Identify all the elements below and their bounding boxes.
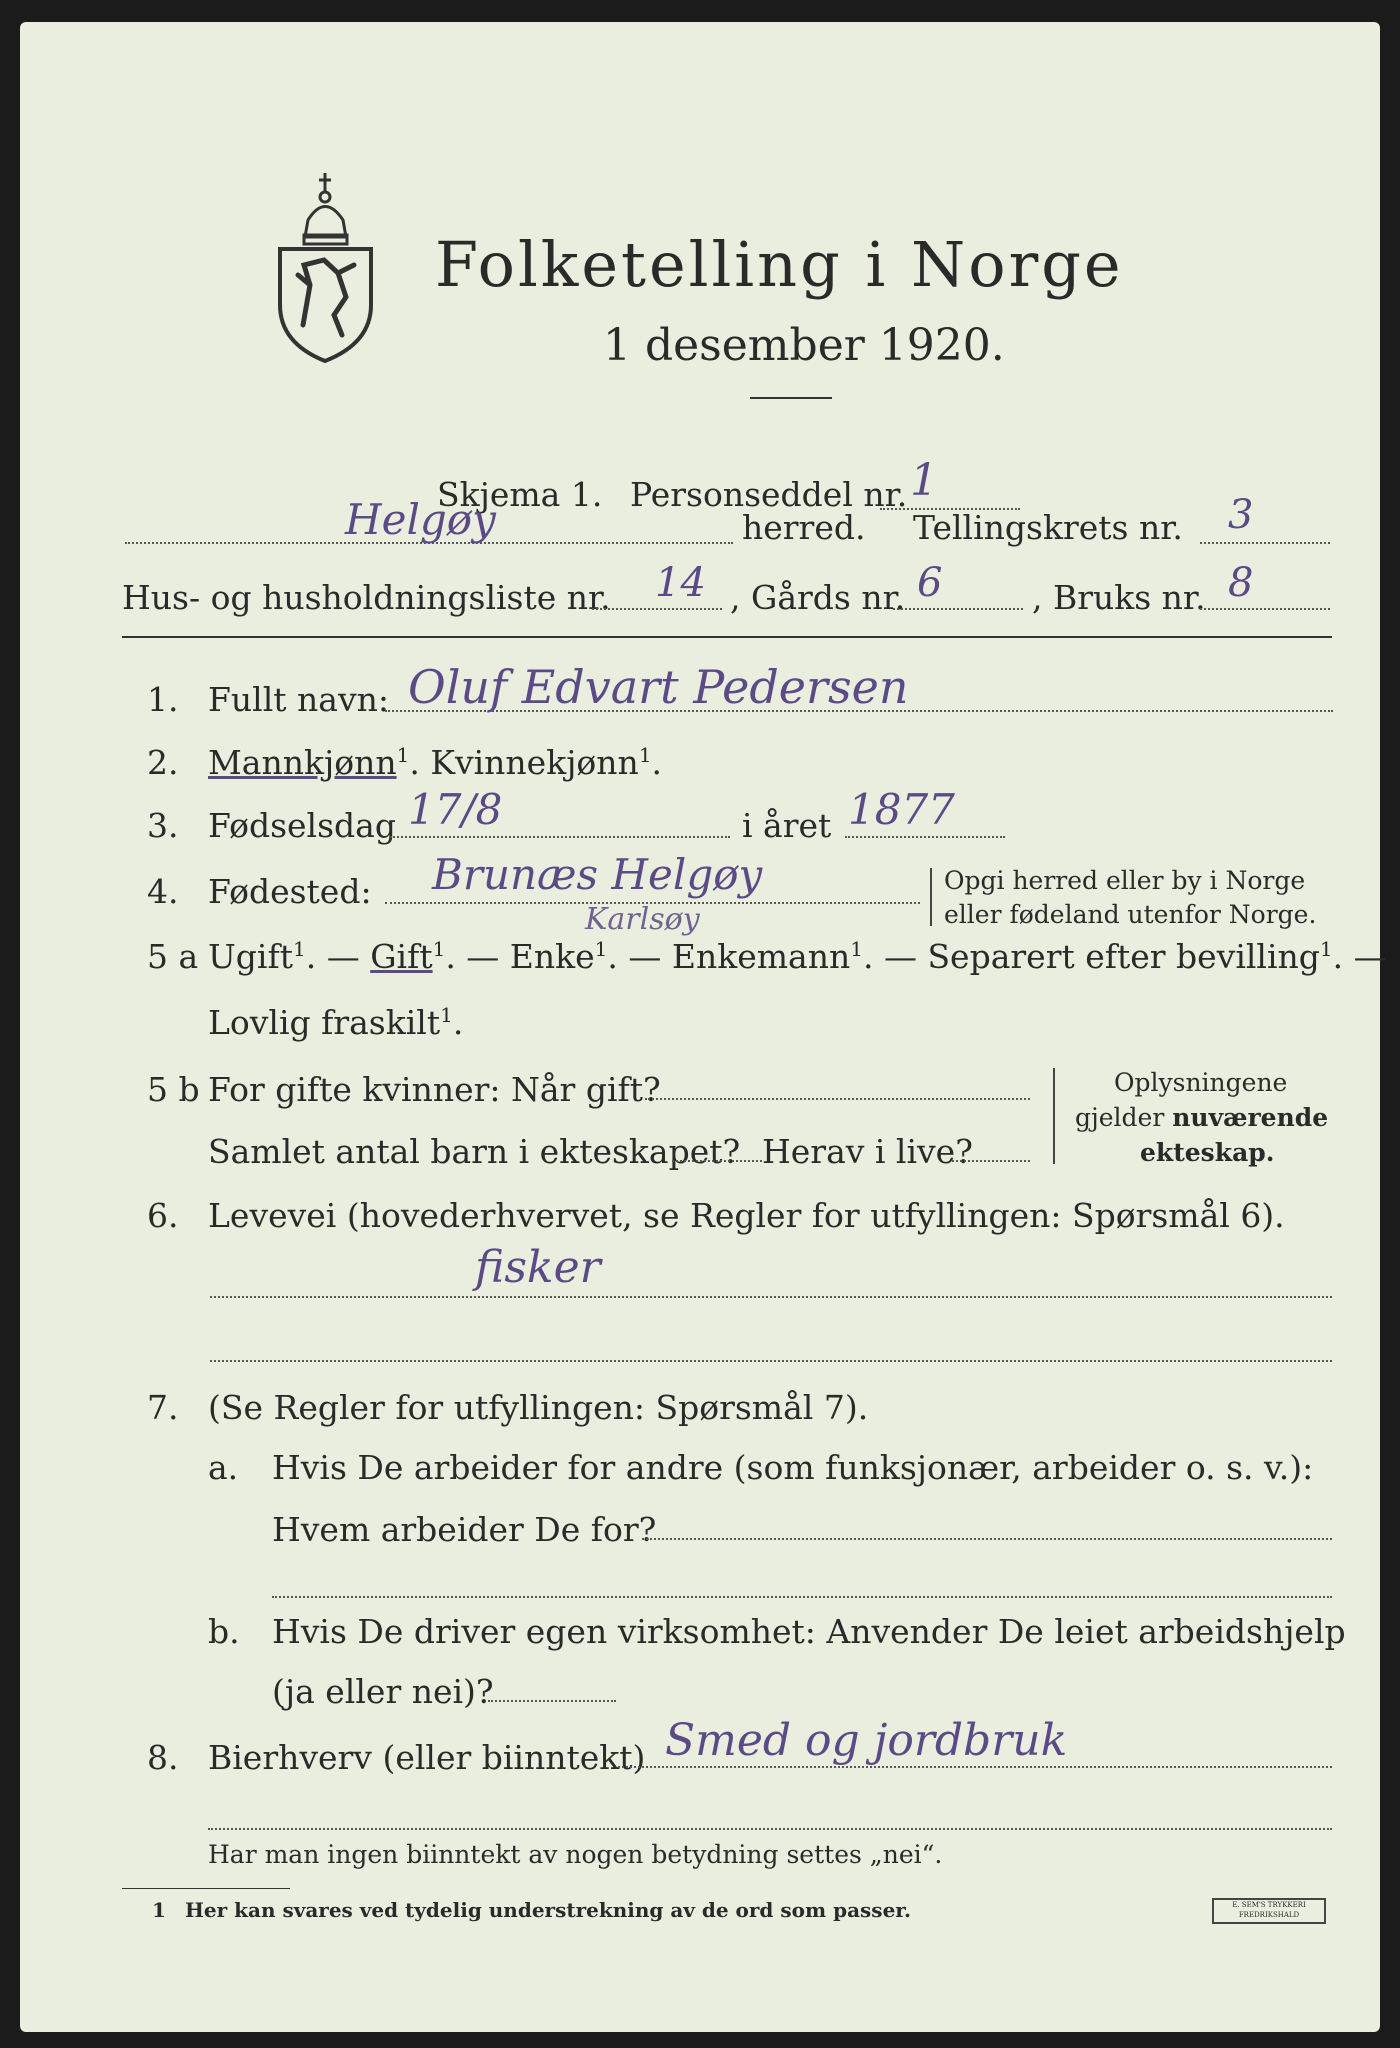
herred-label: herred.	[742, 508, 866, 547]
printer-stamp: E. SEM'S TRYKKERI FREDRIKSHALD	[1212, 1898, 1326, 1924]
gards-value[interactable]: 6	[917, 560, 943, 606]
children-total-field-line	[672, 1160, 762, 1162]
occupation-label: Levevei (hovederhvervet, se Regler for utfyllingen: Spørsmål 6).	[208, 1196, 1285, 1235]
bruks-label: , Bruks nr.	[1032, 578, 1206, 617]
birthplace-value[interactable]: Brunæs Helgøy	[432, 850, 763, 899]
employer-field-line-2	[272, 1596, 1332, 1598]
tellingskrets-value[interactable]: 3	[1228, 492, 1254, 538]
footnote-divider	[122, 1888, 290, 1889]
gender-female-option[interactable]: Kvinnekjønn	[430, 743, 639, 782]
occupation-field-line-2	[210, 1360, 1332, 1362]
side-income-field-line-2	[208, 1828, 1332, 1830]
birthyear-value[interactable]: 1877	[848, 785, 955, 834]
separator: .	[651, 743, 663, 782]
q7-number: 7.	[147, 1388, 179, 1427]
dash: —	[1353, 937, 1387, 976]
footnote-number: 1	[152, 1898, 166, 1922]
separator: .	[409, 743, 420, 782]
marriage-note-current: nuværende	[1172, 1103, 1329, 1132]
footnote-mark: 1	[292, 937, 306, 961]
birthdate-value[interactable]: 17/8	[408, 785, 503, 834]
footnote-mark: 1	[638, 743, 652, 767]
dash: —	[883, 937, 917, 976]
birthdate-label: Fødselsdag	[208, 806, 396, 845]
footnote-mark: 1	[850, 937, 863, 961]
married-women-label: For gifte kvinner: Når gift?	[208, 1070, 661, 1109]
side-income-label: Bierhverv (eller biinntekt)	[208, 1738, 646, 1777]
footnote-mark: 1	[594, 937, 608, 961]
gards-label: , Gårds nr.	[730, 578, 906, 617]
q5a-number: 5 a	[147, 937, 199, 976]
norwegian-coat-of-arms-icon	[268, 165, 383, 365]
q5b-number: 5 b	[147, 1070, 200, 1109]
dash: —	[628, 937, 662, 976]
hus-field-line	[592, 608, 722, 610]
dash: —	[326, 937, 360, 976]
marital-lovlig-row: Lovlig fraskilt$^1$.	[208, 1003, 464, 1042]
husholdningsliste-value[interactable]: 14	[655, 560, 706, 606]
birthplace-note-line2: eller fødeland utenfor Norge.	[944, 900, 1317, 929]
occupation-field-line	[210, 1296, 1332, 1298]
q7-label: (Se Regler for utfyllingen: Spørsmål 7).	[208, 1388, 869, 1427]
marital-fraskilt-option[interactable]: Lovlig fraskilt	[208, 1003, 441, 1042]
marriage-note-line1: Oplysningene	[1114, 1068, 1288, 1097]
hired-help-label: (ja eller nei)?	[272, 1672, 494, 1711]
title-divider	[750, 397, 832, 399]
gender-male-option[interactable]: Mannkjønn	[208, 743, 397, 782]
bruks-field-line	[1200, 608, 1330, 610]
gender-options	[208, 743, 662, 782]
children-alive-label: Herav i live?	[762, 1132, 973, 1171]
marital-enke-option[interactable]: Enke	[509, 937, 595, 976]
footnote-mark: 1	[1319, 937, 1333, 961]
marital-enkemann-option[interactable]: Enkemann	[671, 937, 851, 976]
tellingskrets-label: Tellingskrets nr.	[913, 508, 1183, 547]
children-alive-field-line	[952, 1160, 1030, 1162]
footnote-mark: 1	[440, 1003, 453, 1027]
occupation-value[interactable]: fisker	[475, 1242, 601, 1293]
tellingskrets-field-line	[1200, 542, 1330, 544]
full-name-value[interactable]: Oluf Edvart Pedersen	[408, 660, 909, 714]
children-total-label: Samlet antal barn i ekteskapet?	[208, 1132, 741, 1171]
dash: —	[466, 937, 500, 976]
footnote-text: Her kan svares ved tydelig understrekning av de ord som passer.	[185, 1898, 911, 1922]
footnote-mark: 1	[432, 937, 446, 961]
form-title: Folketelling i Norge	[435, 228, 1124, 301]
birthplace-label: Fødested:	[208, 872, 372, 911]
employer-field-line	[642, 1538, 1332, 1540]
employer-label: Hvem arbeider De for?	[272, 1510, 657, 1549]
census-date: 1 desember 1920.	[603, 320, 1005, 371]
marital-gift-option[interactable]: Gift	[370, 937, 433, 976]
birthdate-field-line	[390, 836, 730, 838]
marital-ugift-option[interactable]: Ugift	[208, 937, 293, 976]
bruks-value[interactable]: 8	[1228, 560, 1254, 606]
note-bracket	[930, 868, 932, 926]
birthyear-field-line	[845, 836, 1005, 838]
q2-number: 2.	[147, 743, 179, 782]
marital-status-options: Ugift$^1$. — Gift$^1$. — Enke$^1$. — Enkemann$^1$. — Separert efter bevilling$^1$. —	[208, 937, 1387, 976]
q3-number: 3.	[147, 806, 179, 845]
marriage-note-line3: ekteskap.	[1140, 1138, 1275, 1167]
q4-number: 4.	[147, 872, 179, 911]
q8-number: 8.	[147, 1738, 179, 1777]
hired-help-field-line	[488, 1700, 616, 1702]
side-income-value[interactable]: Smed og jordbruk	[665, 1715, 1068, 1766]
q1-number: 1.	[147, 680, 179, 719]
side-income-field-line	[618, 1766, 1332, 1768]
herred-value[interactable]: Helgøy	[345, 495, 496, 544]
header-divider	[122, 636, 1332, 638]
birthyear-label: i året	[742, 806, 832, 845]
birthplace-note-line1: Opgi herred eller by i Norge	[944, 866, 1306, 895]
gards-field-line	[893, 608, 1023, 610]
skjema-label: Skjema 1.	[437, 475, 603, 514]
marriage-note-gjelder: gjelder	[1075, 1103, 1165, 1132]
personseddel-value[interactable]: 1	[910, 455, 938, 506]
q7b-text: Hvis De driver egen virksomhet: Anvender De leiet arbeidshjelp	[272, 1612, 1346, 1651]
q7a-letter: a.	[208, 1448, 239, 1487]
marital-separert-option[interactable]: Separert efter bevilling	[927, 937, 1320, 976]
q1-label: Fullt navn:	[208, 680, 389, 719]
q7b-letter: b.	[208, 1612, 240, 1651]
marriage-note-line2	[1075, 1103, 1328, 1132]
note-bracket	[1053, 1068, 1055, 1164]
no-income-note: Har man ingen biinntekt av nogen betydning settes „nei“.	[208, 1840, 943, 1869]
husholdningsliste-label: Hus- og husholdningsliste nr.	[122, 578, 611, 617]
q6-number: 6.	[147, 1196, 179, 1235]
personseddel-label: Personseddel nr.	[630, 475, 908, 514]
footnote-mark: 1	[396, 743, 410, 767]
married-date-field-line	[645, 1098, 1030, 1100]
birthplace-secondary-value[interactable]: Karlsøy	[585, 902, 700, 937]
q7a-text: Hvis De arbeider for andre (som funksjonær, arbeider o. s. v.):	[272, 1448, 1314, 1487]
